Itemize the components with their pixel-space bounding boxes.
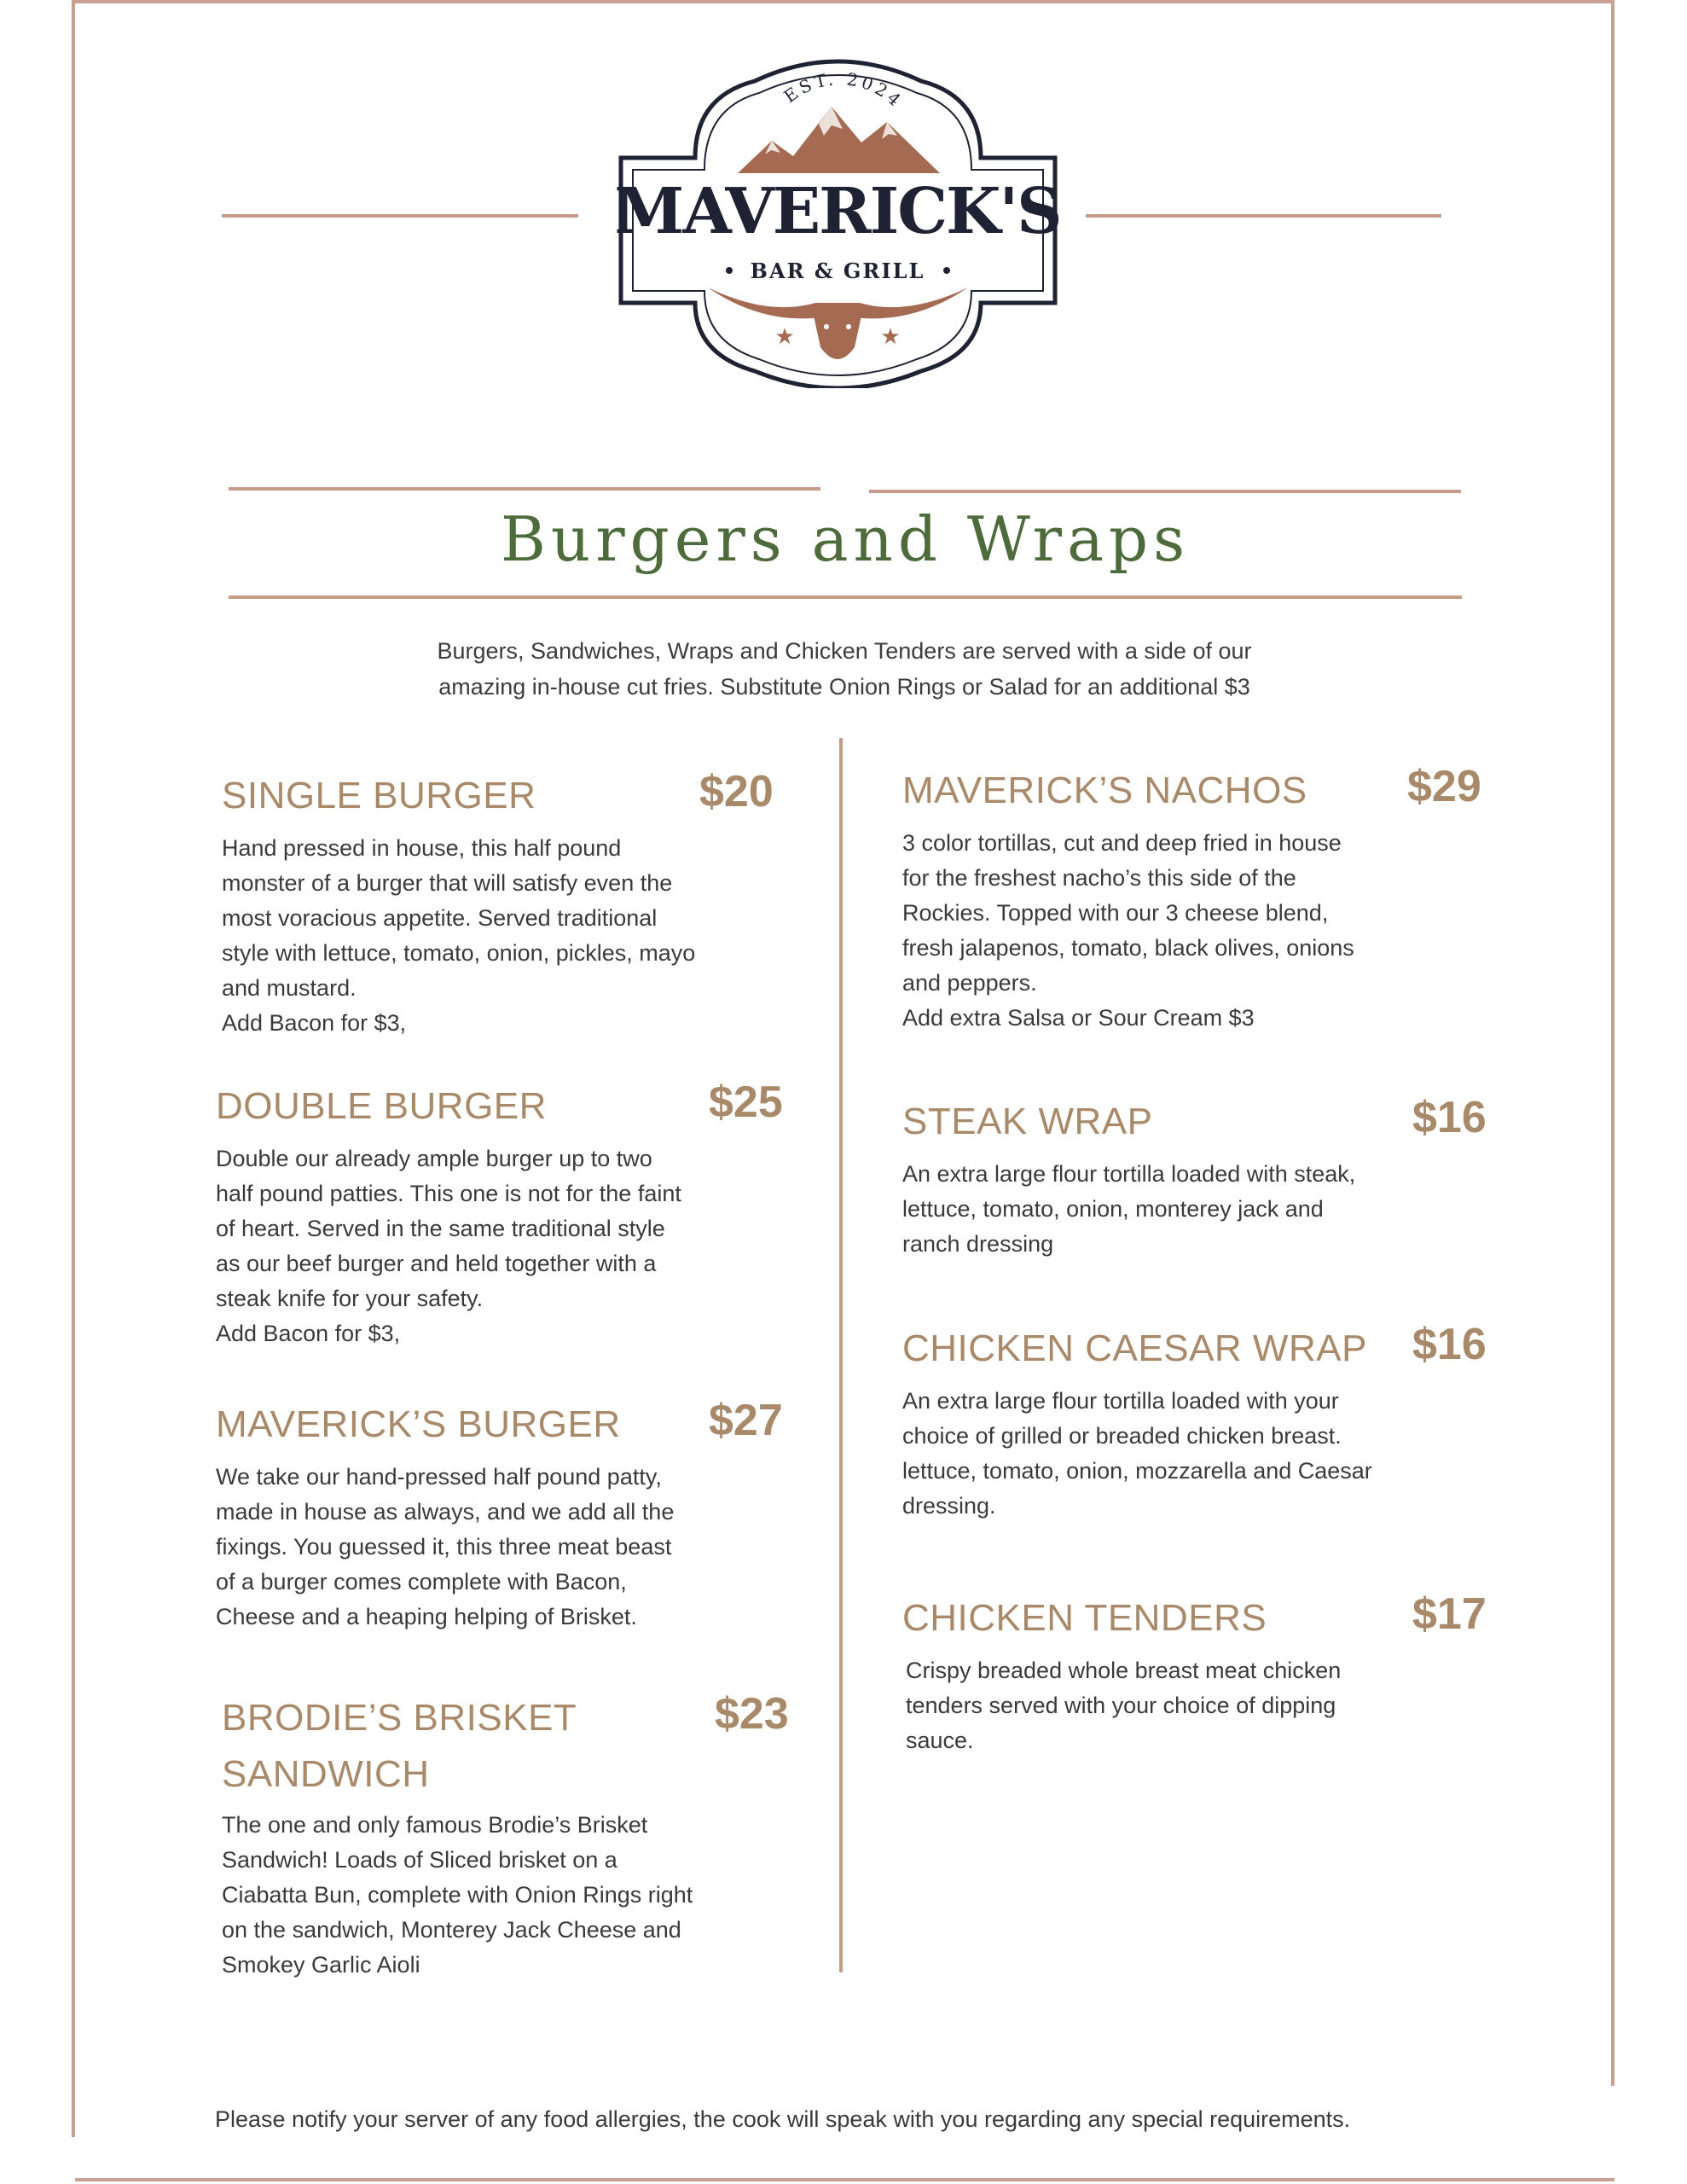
page-frame-top: [72, 0, 1615, 3]
item-price: $16: [1412, 1320, 1487, 1369]
item-description: Crispy breaded whole breast meat chicken tenders served with your choice of dipping sauce.: [906, 1658, 1342, 1753]
allergy-notice: Please notify your server of any food allergies, the cook will speak with you regarding any special requirements.: [215, 2106, 1351, 2132]
menu-item-brodies-brisket-sandwich: [222, 1690, 802, 1997]
item-description: Hand pressed in house, this half pound monster of a burger that will satisfy even the most voracious appetite. Served traditional style with lettuce, tomato, onion, pickles, mayo and mustard. Add Bacon for $3,: [222, 835, 696, 1036]
item-name: STEAK WRAP: [902, 1101, 1153, 1142]
item-description: An extra large flour tortilla loaded with your choice of grilled or breaded chicken breast. lettuce, tomato, onion, mozzarella and Caesar dressing.: [902, 1388, 1372, 1519]
logo-rule-right: [1086, 214, 1441, 218]
menu-item-chicken-tenders: [902, 1590, 1499, 1761]
title-rule-bottom: [229, 595, 1462, 599]
item-name: MAVERICK’S NACHOS: [902, 770, 1307, 811]
item-description: We take our hand-pressed half pound patty, made in house as always, and we add all the fixings. You guessed it, this three meat beast of a burger comes complete with Bacon, Cheese and a heaping helping of Brisket.: [216, 1464, 675, 1629]
page-frame-left: [72, 0, 75, 2137]
logo-rule-left: [222, 214, 578, 218]
item-price: $20: [699, 767, 774, 816]
item-description: The one and only famous Brodie’s Brisket Sandwich! Loads of Sliced brisket on a Ciabatta Bun, complete with Onion Rings right on the sandwich, Monterey Jack Cheese and Smokey Garlic Aioli: [222, 1812, 693, 1978]
intro-text: Burgers, Sandwiches, Wraps and Chicken Tenders are served with a side of our amazing in-house cut fries. Substitute Onion Rings or Salad for an additional $3: [437, 638, 1252, 700]
item-description: 3 color tortillas, cut and deep fried in house for the freshest nacho’s this side of the Rockies. Topped with our 3 cheese blend, fresh jalapenos, tomato, black olives, onions and peppers. Add extra Salsa or Sour Cream $3: [902, 830, 1354, 1031]
item-name: DOUBLE BURGER: [216, 1085, 547, 1127]
star-icon-right: ★: [880, 323, 901, 349]
menu-item-double-burger: [216, 1078, 796, 1351]
item-price: $27: [709, 1396, 783, 1445]
item-price: $17: [1412, 1589, 1487, 1639]
item-price: $25: [709, 1077, 783, 1127]
menu-item-steak-wrap: [902, 1094, 1499, 1264]
item-description: An extra large flour tortilla loaded with steak, lettuce, tomato, onion, monterey jack and ranch dressing: [902, 1161, 1356, 1257]
item-name: BRODIE’S BRISKET SANDWICH: [222, 1697, 577, 1795]
item-name: CHICKEN CAESAR WRAP: [902, 1327, 1367, 1369]
menu-item-chicken-caesar-wrap: [902, 1321, 1516, 1534]
mavericks-logo: [614, 47, 1062, 388]
menu-item-mavericks-nachos: [902, 763, 1499, 1036]
item-price: $16: [1412, 1093, 1487, 1142]
column-divider: [839, 738, 843, 1972]
item-name: MAVERICK’S BURGER: [216, 1403, 621, 1445]
section-title: Burgers and Wraps: [500, 503, 1191, 575]
logo-est-text: EST. 2024: [780, 68, 907, 113]
title-rule-top-left: [229, 487, 820, 491]
menu-item-single-burger: [222, 768, 785, 1041]
page-frame-right: [1611, 0, 1615, 2086]
item-price: $23: [715, 1689, 789, 1739]
star-icon-left: ★: [774, 323, 795, 349]
page-frame-bottom: [75, 2178, 1615, 2181]
title-rule-top-right: [869, 490, 1461, 493]
item-description: Double our already ample burger up to two half pound patties. This one is not for the faint of heart. Served in the same traditional style as our beef burger and held together with a steak knife for your safety. Add Bacon for $3,: [216, 1146, 681, 1346]
logo-tagline-text: BAR & GRILL: [750, 258, 925, 283]
item-name: CHICKEN TENDERS: [902, 1597, 1267, 1639]
item-price: $29: [1407, 762, 1481, 811]
item-name: SINGLE BURGER: [222, 775, 536, 816]
section-intro: [324, 633, 1365, 705]
menu-item-mavericks-burger: [216, 1397, 796, 1635]
logo-name-text: MAVERICK'S: [614, 175, 1061, 248]
